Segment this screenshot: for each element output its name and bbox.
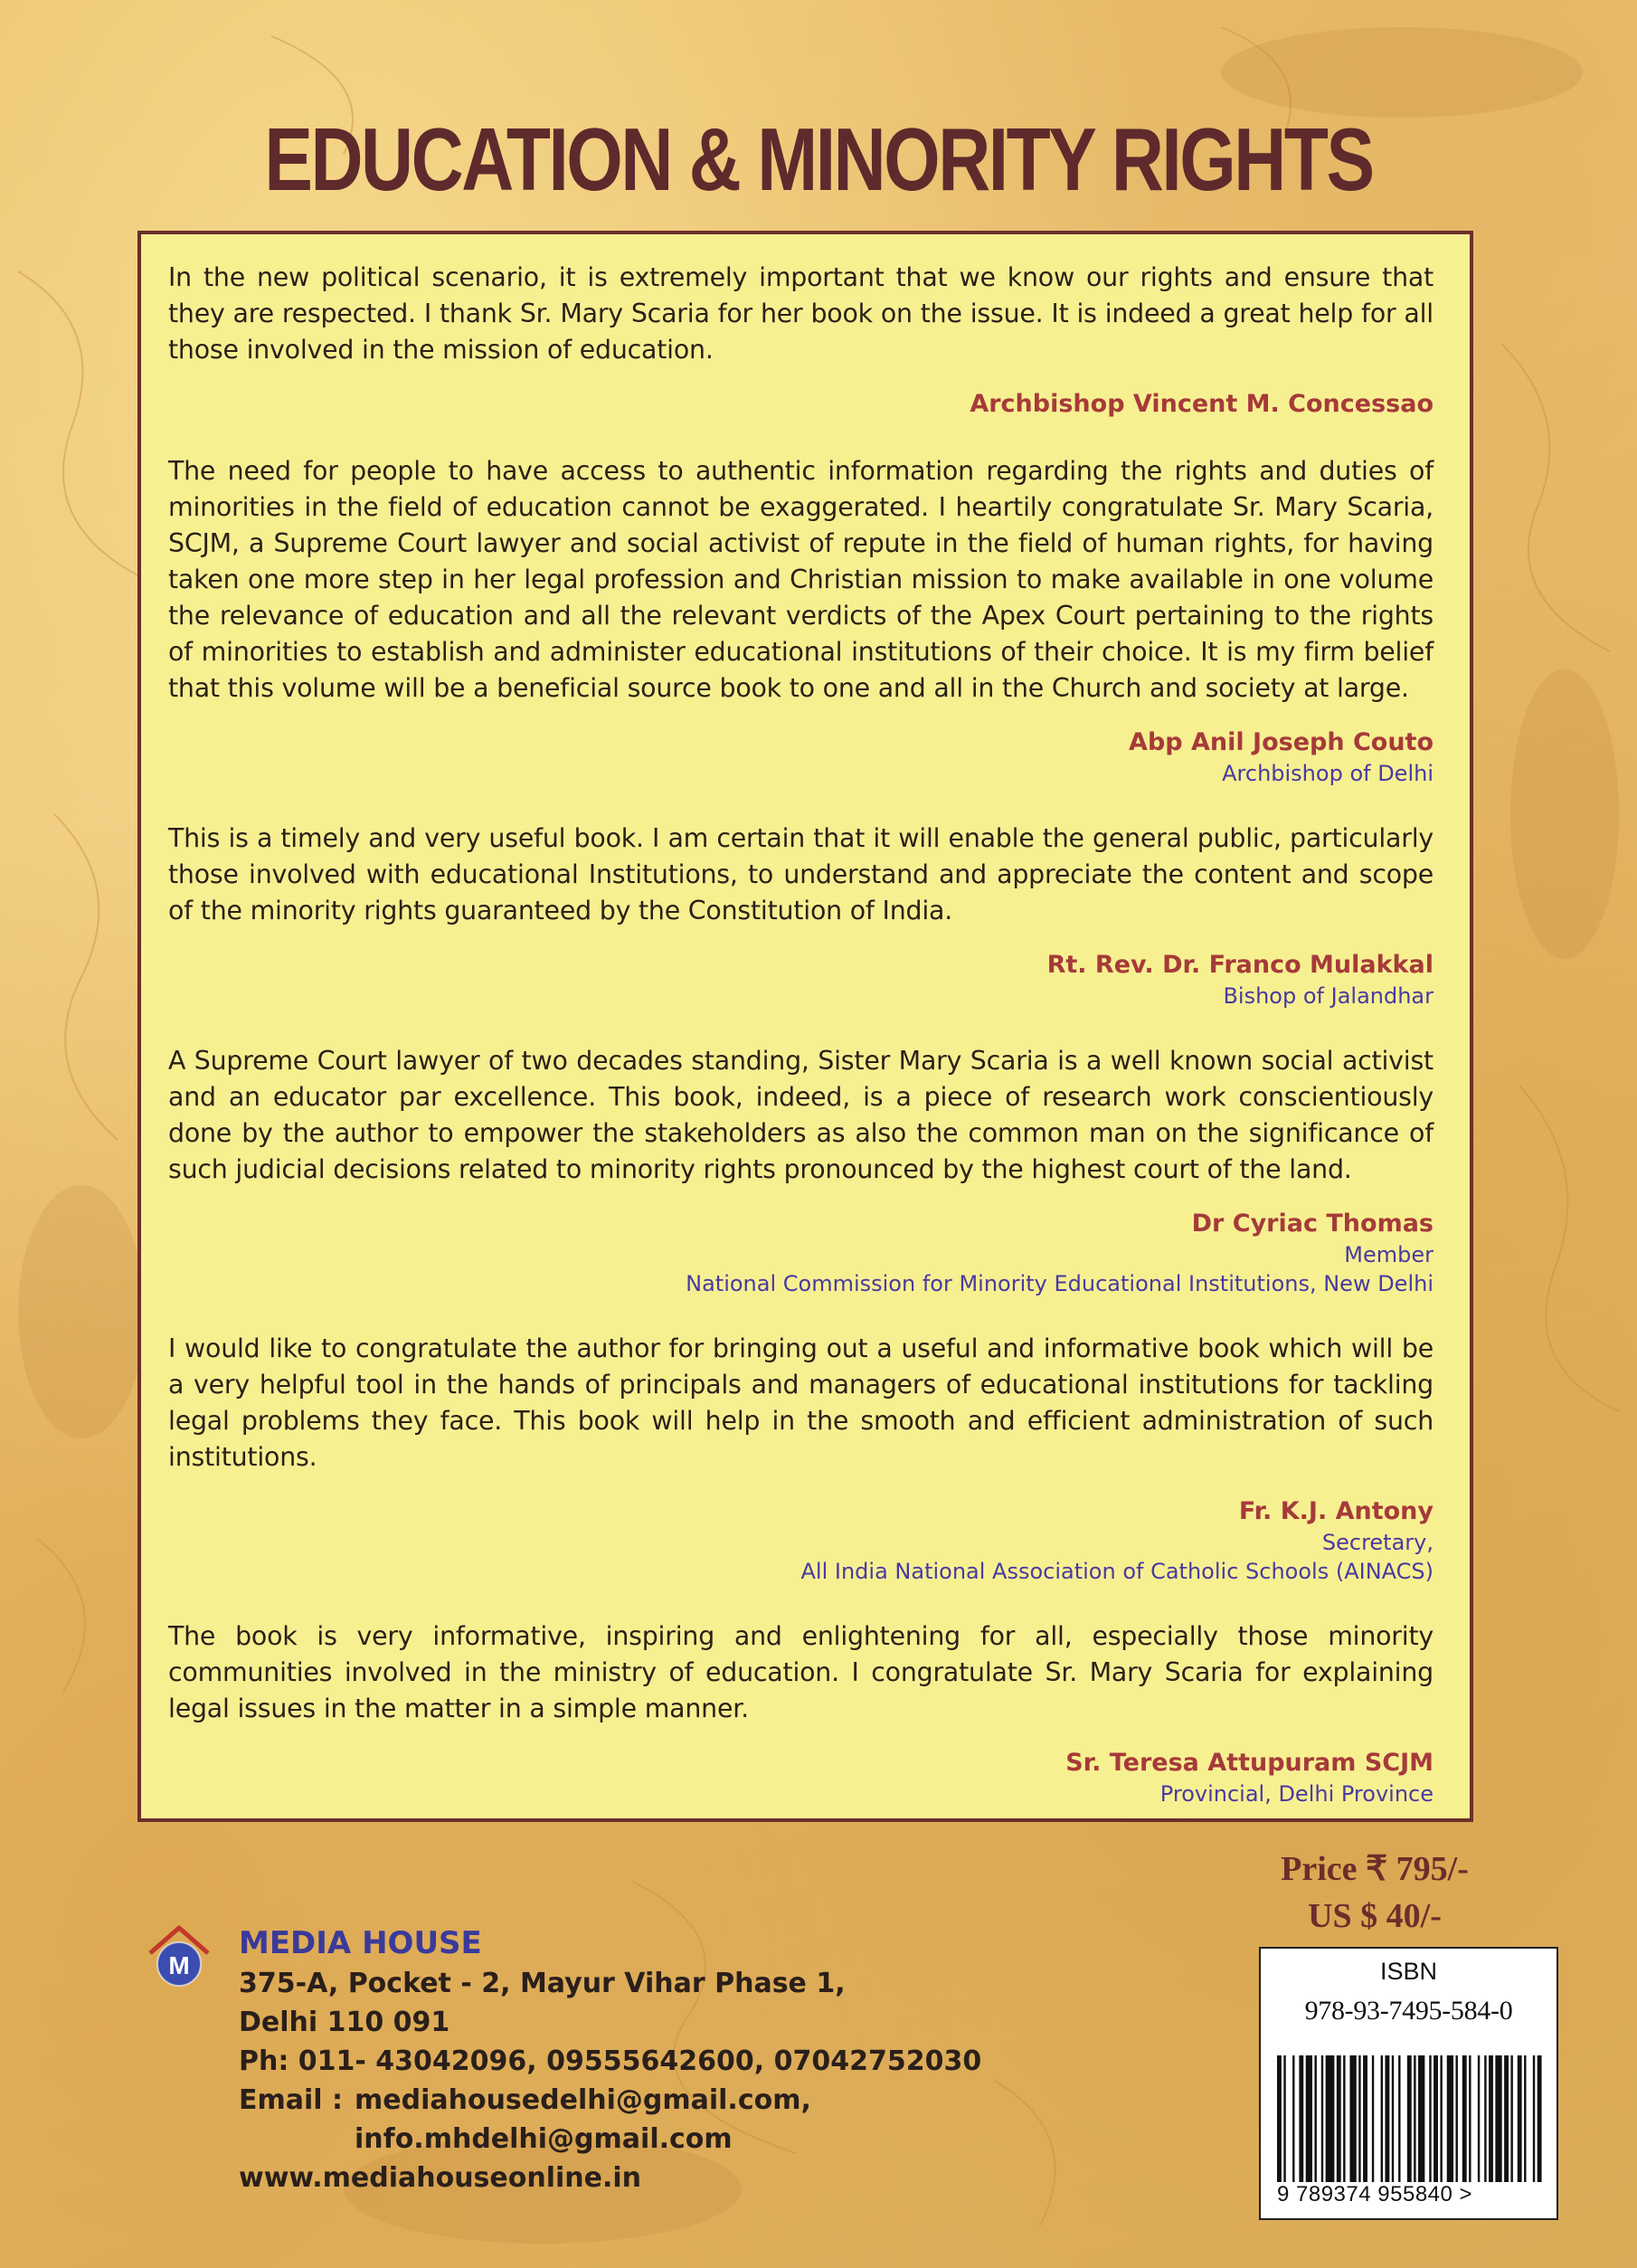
publisher-address-line2: Delhi 110 091 [239, 2007, 450, 2038]
endorsement-text: The need for people to have access to authentic information regarding the rights and duties of minorities in the field of education cannot be exaggerated. I heartily congratulate Sr. Mary Scaria, SCJM, a Supreme Court lawyer and social activist of repute in the field of human rights, for having taken one more step in her legal profession and Christian mission to make available in one volume the relevance of education and all the relevant verdicts of the Apex Court pertaining to the rights of minorities to establish and administer educational institutions of their choice. It is my firm belief that this volume will be a beneficial source book to one and all in the Church and society at large. [168, 456, 1434, 703]
barcode-bar [1462, 2055, 1467, 2182]
endorser-name: Sr. Teresa Attupuram SCJM [1065, 1749, 1434, 1777]
book-title: EDUCATION & MINORITY RIGHTS [264, 109, 1373, 209]
barcode-bar [1392, 2055, 1394, 2182]
barcode-bar [1363, 2055, 1367, 2182]
endorsement-signature [168, 1747, 1434, 1808]
barcode-bar [1533, 2055, 1535, 2182]
endorser-name: Abp Anil Joseph Couto [1129, 728, 1434, 756]
publisher-email-row [239, 2081, 981, 2120]
barcode-bar [1524, 2055, 1526, 2182]
price-block [1230, 1846, 1519, 1940]
isbn-label: ISBN [1379, 1958, 1438, 1985]
barcode-bar [1326, 2055, 1335, 2182]
endorsement-signature [168, 388, 1434, 421]
barcode-bar [1434, 2055, 1438, 2182]
isbn-box [1259, 1947, 1558, 2220]
publisher-phone: Ph: 011- 43042096, 09555642600, 07042752030 [239, 2045, 982, 2077]
endorsement-signature [168, 949, 1434, 1011]
barcode-bar [1343, 2055, 1345, 2182]
barcode-bar [1489, 2055, 1493, 2182]
barcode-bar [1381, 2055, 1383, 2182]
endorsement-signature [168, 1208, 1434, 1298]
publisher-email-1: mediahousedelhi@gmail.com, [355, 2084, 811, 2116]
endorser-role: Archbishop of Delhi [1222, 761, 1434, 786]
publisher-email-2: info.mhdelhi@gmail.com [355, 2123, 733, 2155]
barcode-bar [1337, 2055, 1341, 2182]
barcode-bar [1538, 2055, 1542, 2182]
barcode-bar [1385, 2055, 1389, 2182]
endorsement-text: In the new political scenario, it is extremely important that we know our rights and ensure that they are respected. I thank Sr. Mary Scaria for her book on the issue. It is indeed a great help for all those involved in the mission of education. [168, 262, 1434, 365]
publisher-details [239, 1922, 981, 2197]
endorsement-text: The book is very informative, inspiring and enlightening for all, especially those minority communities involved in the ministry of education. I congratulate Sr. Mary Scaria for explaining legal issues in the matter in a simple manner. [168, 1621, 1434, 1723]
endorsement-signature [168, 726, 1434, 788]
barcode-bar [1299, 2055, 1303, 2182]
publisher-address-line1: 375-A, Pocket - 2, Mayur Vihar Phase 1, [239, 1968, 846, 1999]
isbn-number: 978-93-7495-584-0 [1304, 1996, 1513, 2026]
barcode-bar [1504, 2055, 1509, 2182]
endorsement-signature [168, 1495, 1434, 1586]
barcode-bar [1469, 2055, 1471, 2182]
endorser-role: All India National Association of Catholic Schools (AINACS) [800, 1559, 1434, 1584]
barcode-bar [1414, 2055, 1415, 2182]
barcode-bar [1510, 2055, 1512, 2182]
email-label: Email : [239, 2084, 344, 2116]
publisher-logo-letter: M [168, 1951, 190, 1979]
endorser-name: Dr Cyriac Thomas [1191, 1210, 1434, 1238]
barcode-bar [1418, 2055, 1424, 2182]
barcode-bar [1358, 2055, 1360, 2182]
barcode-bar [1484, 2055, 1486, 2182]
endorser-role: Member [1344, 1242, 1434, 1267]
barcode-bar [1372, 2055, 1374, 2182]
endorser-role: Bishop of Jalandhar [1223, 983, 1434, 1009]
endorsement-text: This is a timely and very useful book. I am certain that it will enable the general public, particularly those involved with educational Institutions, to understand and appreciate the content and scope of the minority rights guaranteed by the Constitution of India. [168, 823, 1434, 925]
barcode-digits: 9 789374 955840 > [1277, 2182, 1473, 2206]
endorsement-text: I would like to congratulate the author for bringing out a useful and informative book which will be a very helpful tool in the hands of principals and managers of educational institutions for tackling legal problems they face. This book will help in the smooth and efficient administration of such institutions. [168, 1333, 1434, 1472]
barcode-bar [1455, 2055, 1457, 2182]
publisher-website: www.mediahouseonline.in [239, 2162, 642, 2194]
barcode-bar [1495, 2055, 1501, 2182]
endorser-name: Rt. Rev. Dr. Franco Mulakkal [1046, 951, 1434, 979]
barcode-bar [1349, 2055, 1356, 2182]
endorser-name: Archbishop Vincent M. Concessao [970, 390, 1434, 418]
endorser-role: Secretary, [1321, 1530, 1434, 1555]
publisher-logo-icon [145, 1922, 213, 1991]
endorser-name: Fr. K.J. Antony [1238, 1497, 1434, 1525]
publisher-name: MEDIA HOUSE [239, 1925, 482, 1961]
price-usd: US $ 40/- [1308, 1897, 1442, 1935]
barcode-bar [1440, 2055, 1442, 2182]
barcode-bar [1277, 2055, 1282, 2182]
barcode-bar [1398, 2055, 1400, 2182]
barcode-bar [1283, 2055, 1285, 2182]
barcode-bar [1447, 2055, 1453, 2182]
barcode-bar [1518, 2055, 1522, 2182]
barcode-bar [1429, 2055, 1431, 2182]
endorser-role: Provincial, Delhi Province [1159, 1781, 1434, 1807]
barcode-bar [1306, 2055, 1312, 2182]
barcode-bar [1407, 2055, 1412, 2182]
barcode-bar [1292, 2055, 1294, 2182]
barcode-bar [1321, 2055, 1323, 2182]
endorsements-panel [137, 231, 1473, 1822]
barcode-bar [1314, 2055, 1316, 2182]
endorser-role: National Commission for Minority Educational Institutions, New Delhi [686, 1271, 1434, 1296]
barcode-icon [1277, 2055, 1544, 2182]
barcode-bar [1478, 2055, 1480, 2182]
endorsement-text: A Supreme Court lawyer of two decades standing, Sister Mary Scaria is a well known social activist and an educator par excellence. This book, indeed, is a piece of research work conscientiously done by the author to empower the stakeholders as also the common man on the significance of such judicial decisions related to minority rights pronounced by the highest court of the land. [168, 1046, 1434, 1184]
price-inr: Price ₹ 795/- [1281, 1850, 1469, 1888]
